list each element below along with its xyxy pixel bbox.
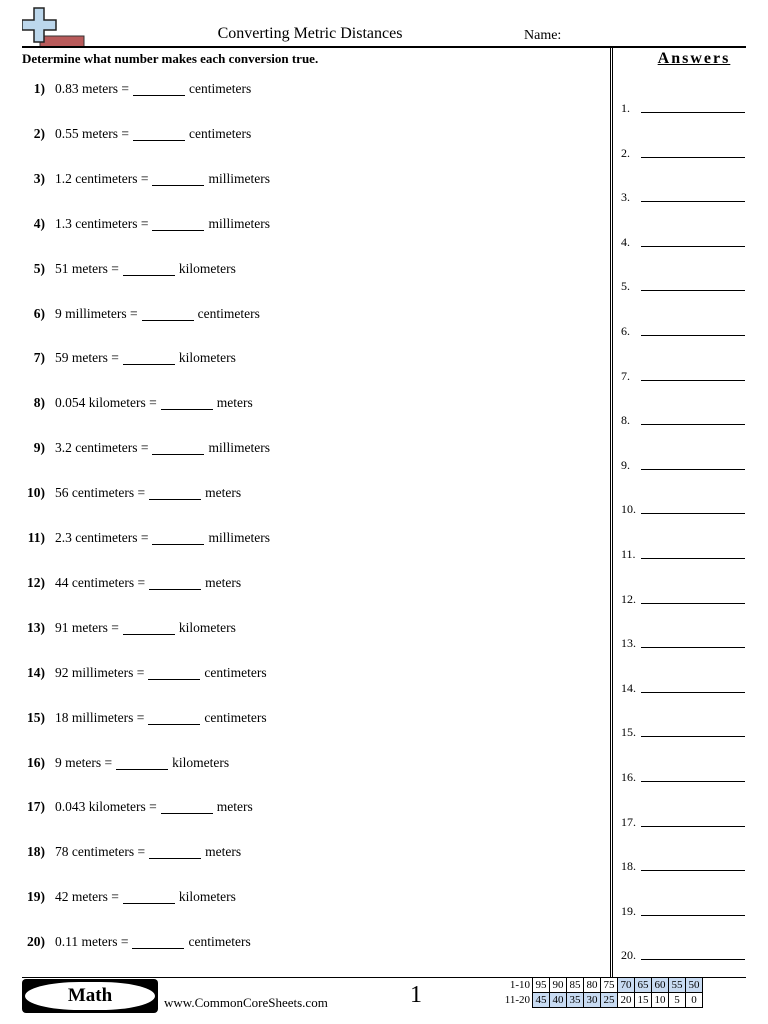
- answer-blank[interactable]: [152, 217, 204, 231]
- answer-label: 8.: [621, 413, 630, 428]
- answer-label: 3.: [621, 190, 630, 205]
- answer-label: 9.: [621, 457, 630, 472]
- problem-text: [55, 440, 270, 456]
- answer-blank[interactable]: [152, 441, 204, 455]
- problem-row: [0, 216, 600, 236]
- answer-row: [621, 904, 746, 924]
- problem-row: [0, 934, 600, 954]
- problem-unit: kilometers: [178, 350, 236, 366]
- problem-unit: kilometers: [178, 260, 236, 276]
- answer-row: [621, 815, 746, 835]
- score-row: [496, 978, 703, 993]
- score-cell: 25: [601, 993, 618, 1008]
- problem-unit: millimeters: [208, 440, 270, 456]
- page-number: 1: [410, 982, 422, 1008]
- score-range-label: 11-20: [504, 993, 530, 1006]
- problem-unit: millimeters: [208, 530, 270, 545]
- problem-number: 3): [33, 170, 45, 186]
- problem-row: [0, 620, 600, 640]
- problem-unit: meters: [205, 574, 242, 590]
- problem-left: 9 meters =: [55, 754, 113, 770]
- problem-number: 9): [33, 440, 45, 456]
- score-cell: 95: [533, 978, 550, 993]
- problem-number: 1): [33, 81, 45, 96]
- answer-row: [621, 592, 746, 612]
- answer-blank[interactable]: [116, 756, 168, 770]
- problem-unit: centimeters: [188, 81, 252, 96]
- problem-row: [0, 306, 600, 326]
- problem-row: [0, 395, 600, 415]
- problem-row: [0, 844, 600, 864]
- problem-left: 59 meters =: [55, 350, 119, 366]
- problem-text: [55, 844, 241, 860]
- name-label: Name:: [524, 28, 562, 43]
- subject-label: Math: [25, 982, 155, 1010]
- problem-text: [55, 530, 270, 546]
- answer-label: 10.: [621, 502, 636, 517]
- answer-blank[interactable]: [149, 845, 201, 859]
- problem-left: 44 centimeters =: [55, 574, 146, 590]
- answer-line[interactable]: [641, 335, 745, 336]
- problem-left: 0.043 kilometers =: [55, 799, 157, 815]
- problem-left: 56 centimeters =: [55, 485, 146, 501]
- problem-left: 3.2 centimeters =: [55, 440, 149, 456]
- score-cell: 90: [550, 978, 567, 993]
- problem-row: [0, 261, 600, 281]
- answer-label: 13.: [621, 636, 636, 651]
- answer-row: [621, 369, 746, 389]
- problem-text: [55, 350, 236, 366]
- answer-blank[interactable]: [149, 576, 201, 590]
- problem-left: 78 centimeters =: [55, 844, 146, 860]
- problem-row: [0, 81, 600, 101]
- problem-number: 6): [33, 305, 45, 321]
- problem-unit: kilometers: [178, 619, 236, 635]
- answer-label: 1.: [621, 101, 630, 115]
- answer-label: 6.: [621, 324, 630, 338]
- answer-row: [621, 324, 746, 344]
- score-table: [496, 977, 703, 1008]
- problem-left: 2.3 centimeters =: [55, 530, 149, 545]
- problem-number: 11): [27, 530, 45, 545]
- problem-number: 7): [33, 350, 45, 366]
- answer-row: [621, 547, 746, 567]
- answer-line[interactable]: [641, 558, 745, 559]
- answer-label: 18.: [621, 859, 636, 874]
- page-title: Converting Metric Distances: [217, 25, 403, 42]
- problem-number: 5): [33, 260, 45, 276]
- problem-left: 91 meters =: [55, 619, 119, 635]
- problem-number: 2): [33, 125, 45, 141]
- answer-label: 12.: [621, 591, 636, 606]
- answer-label: 15.: [621, 725, 636, 740]
- problem-number: 13): [27, 619, 45, 635]
- answer-row: [621, 190, 746, 210]
- problem-unit: kilometers: [172, 754, 230, 770]
- subject-badge: [22, 979, 158, 1013]
- answer-blank[interactable]: [152, 531, 204, 545]
- answer-blank[interactable]: [133, 127, 185, 141]
- answer-row: [621, 101, 746, 121]
- answer-label: 4.: [621, 234, 630, 249]
- answer-blank[interactable]: [149, 486, 201, 500]
- problem-number: 16): [27, 754, 45, 770]
- score-cell: 30: [584, 993, 601, 1008]
- score-row: [496, 993, 703, 1008]
- answer-line[interactable]: [641, 157, 745, 158]
- problem-unit: centimeters: [188, 125, 252, 141]
- problem-unit: centimeters: [188, 934, 251, 950]
- answer-line[interactable]: [641, 826, 745, 827]
- answer-blank[interactable]: [148, 666, 200, 680]
- answer-blank[interactable]: [148, 711, 200, 725]
- problem-number: 15): [27, 709, 45, 725]
- answer-blank[interactable]: [123, 621, 175, 635]
- answer-blank[interactable]: [123, 262, 175, 276]
- problem-number: 17): [27, 799, 45, 815]
- problem-row: [0, 126, 600, 146]
- answer-row: [621, 279, 746, 299]
- instructions: Determine what number makes each conversion true.: [22, 51, 319, 66]
- score-range-label: 1-10: [509, 978, 530, 991]
- score-cell: 20: [618, 993, 635, 1008]
- answer-row: [621, 458, 746, 478]
- score-cell: 35: [567, 993, 584, 1008]
- answer-line[interactable]: [641, 290, 745, 291]
- score-cell: 15: [635, 993, 652, 1008]
- answer-row: [621, 146, 746, 166]
- answer-line[interactable]: [641, 469, 745, 470]
- answer-line[interactable]: [641, 246, 745, 247]
- problem-row: [0, 485, 600, 505]
- problem-row: [0, 755, 600, 775]
- problem-text: [55, 171, 270, 187]
- answer-line[interactable]: [641, 513, 745, 514]
- score-cell: 50: [686, 978, 703, 993]
- answer-line[interactable]: [641, 959, 745, 960]
- answer-label: 5.: [621, 279, 630, 294]
- answer-row: [621, 859, 746, 879]
- problem-unit: meters: [216, 395, 253, 411]
- answer-line[interactable]: [641, 781, 745, 782]
- answer-row: [621, 502, 746, 522]
- answer-label: 11.: [621, 547, 636, 561]
- problem-text: [55, 799, 253, 815]
- problem-row: [0, 350, 600, 370]
- problem-left: 92 millimeters =: [55, 664, 145, 680]
- problem-left: 0.55 meters =: [55, 125, 129, 141]
- answer-blank[interactable]: [123, 351, 175, 365]
- answer-label: 16.: [621, 770, 636, 784]
- problem-left: 1.2 centimeters =: [55, 170, 149, 186]
- answer-line[interactable]: [641, 603, 745, 604]
- score-cell: 65: [635, 978, 652, 993]
- problem-unit: kilometers: [178, 889, 236, 905]
- problem-left: 0.11 meters =: [55, 934, 129, 950]
- answer-line[interactable]: [641, 870, 745, 871]
- problem-unit: centimeters: [197, 305, 260, 321]
- answer-label: 17.: [621, 814, 636, 829]
- score-cell: 5: [669, 993, 686, 1008]
- answer-row: [621, 681, 746, 701]
- problem-text: [55, 126, 251, 142]
- score-cell: 85: [567, 978, 584, 993]
- answer-label: 14.: [621, 680, 636, 695]
- answer-row: [621, 636, 746, 656]
- problem-number: 10): [27, 485, 45, 501]
- score-cell: 40: [550, 993, 567, 1008]
- problem-text: [55, 889, 236, 905]
- answer-line[interactable]: [641, 647, 745, 648]
- problem-text: [55, 710, 267, 726]
- answer-column-divider: [610, 48, 613, 978]
- problem-text: [55, 306, 260, 322]
- score-cell: 45: [533, 993, 550, 1008]
- problem-text: [55, 665, 267, 681]
- problem-left: 9 millimeters =: [55, 305, 138, 321]
- problem-unit: millimeters: [208, 170, 270, 186]
- answer-blank[interactable]: [142, 307, 194, 321]
- problem-unit: centimeters: [204, 664, 267, 680]
- answers-title: Answers: [657, 50, 731, 67]
- answer-blank[interactable]: [132, 935, 184, 949]
- answer-line[interactable]: [641, 736, 745, 737]
- problem-unit: meters: [216, 799, 253, 815]
- answer-blank[interactable]: [161, 800, 213, 814]
- problem-row: [0, 440, 600, 460]
- problem-number: 4): [33, 215, 45, 231]
- answer-row: [621, 725, 746, 745]
- problem-left: 42 meters =: [55, 889, 119, 905]
- problem-unit: meters: [205, 485, 242, 501]
- score-cell: 70: [618, 978, 635, 993]
- problem-left: 18 millimeters =: [55, 709, 145, 725]
- problem-text: [55, 81, 251, 97]
- problem-text: [55, 575, 241, 591]
- score-cell: 55: [669, 978, 686, 993]
- answer-line[interactable]: [641, 201, 745, 202]
- answer-label: 19.: [621, 903, 636, 918]
- problem-text: [55, 485, 241, 501]
- score-cell: 0: [686, 993, 703, 1008]
- problem-text: [55, 934, 251, 950]
- answer-row: [621, 770, 746, 790]
- answer-blank[interactable]: [123, 890, 175, 904]
- website-link[interactable]: www.CommonCoreSheets.com: [164, 995, 328, 1010]
- problem-left: 0.054 kilometers =: [55, 395, 157, 411]
- problem-text: [55, 216, 270, 232]
- problem-left: 51 meters =: [55, 260, 119, 276]
- answer-line[interactable]: [641, 424, 745, 425]
- score-cell: 75: [601, 978, 618, 993]
- problem-text: [55, 620, 236, 636]
- problem-text: [55, 261, 236, 277]
- problem-text: [55, 395, 253, 411]
- problem-unit: meters: [205, 844, 242, 860]
- problem-unit: centimeters: [204, 709, 267, 725]
- score-cell: 60: [652, 978, 669, 993]
- problem-number: 18): [27, 844, 45, 860]
- problem-row: [0, 171, 600, 191]
- problem-row: [0, 665, 600, 685]
- answer-blank[interactable]: [152, 172, 204, 186]
- problem-number: 12): [27, 574, 45, 590]
- answer-line[interactable]: [641, 112, 745, 113]
- problem-left: 0.83 meters =: [55, 81, 129, 96]
- answer-line[interactable]: [641, 915, 745, 916]
- problem-row: [0, 575, 600, 595]
- header-divider: [22, 46, 746, 48]
- score-cell: 10: [652, 993, 669, 1008]
- problem-row: [0, 889, 600, 909]
- answer-line[interactable]: [641, 692, 745, 693]
- problem-unit: millimeters: [208, 215, 270, 231]
- problem-number: 14): [27, 664, 45, 680]
- answer-row: [621, 948, 746, 968]
- answer-label: 20.: [621, 948, 636, 963]
- problem-row: [0, 710, 600, 730]
- answer-blank[interactable]: [161, 396, 213, 410]
- score-cell: 80: [584, 978, 601, 993]
- problem-text: [55, 755, 229, 771]
- answer-row: [621, 235, 746, 255]
- problem-left: 1.3 centimeters =: [55, 215, 149, 231]
- problem-number: 20): [27, 934, 45, 950]
- answer-line[interactable]: [641, 380, 745, 381]
- answer-label: 7.: [621, 368, 630, 383]
- answer-blank[interactable]: [133, 82, 185, 96]
- problem-row: [0, 799, 600, 819]
- problem-number: 19): [27, 889, 45, 905]
- problem-number: 8): [33, 395, 45, 411]
- answer-label: 2.: [621, 145, 630, 160]
- problem-row: [0, 530, 600, 550]
- answer-row: [621, 413, 746, 433]
